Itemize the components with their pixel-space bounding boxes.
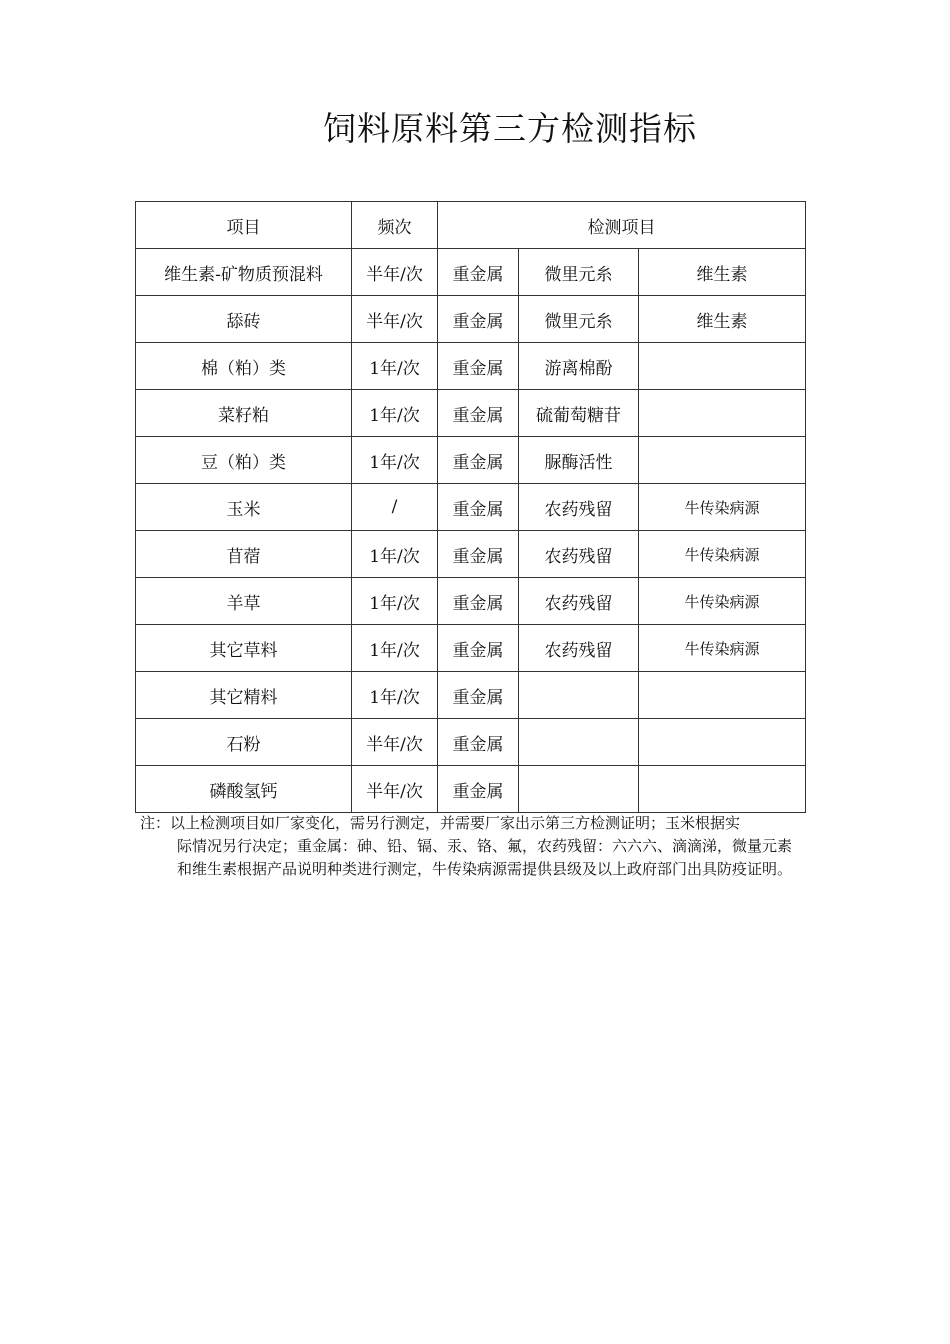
cell-frequency: 1年/次: [352, 437, 438, 484]
table-row: [136, 578, 806, 625]
footnote-line-2: 际情况另行决定；重金属：砷、铅、镉、汞、铬、氟，农药残留：六六六、滴滴涕，微量元素: [177, 837, 793, 855]
cell-test-2: [519, 719, 639, 766]
table-row: [136, 766, 806, 813]
cell-test-1: 重金属: [438, 484, 519, 531]
cell-test-3: 牛传染病源: [639, 484, 806, 531]
cell-test-2: 微里元糸: [519, 249, 639, 296]
cell-test-1: 重金属: [438, 766, 519, 813]
cell-test-3: [639, 719, 806, 766]
table-row: [136, 343, 806, 390]
cell-test-3: [639, 672, 806, 719]
cell-item: 苜蓿: [136, 531, 352, 578]
table-row: [136, 249, 806, 296]
table-row: [136, 484, 806, 531]
cell-test-3: [639, 437, 806, 484]
cell-item: 石粉: [136, 719, 352, 766]
cell-test-3: 维生素: [639, 249, 806, 296]
cell-test-1: 重金属: [438, 625, 519, 672]
cell-test-1: 重金属: [438, 296, 519, 343]
cell-item: 棉（粕）类: [136, 343, 352, 390]
header-frequency: 频次: [352, 202, 438, 249]
cell-frequency: 1年/次: [352, 531, 438, 578]
table-row: [136, 625, 806, 672]
cell-test-1: 重金属: [438, 249, 519, 296]
cell-frequency: 半年/次: [352, 249, 438, 296]
cell-item: 玉米: [136, 484, 352, 531]
footnote: [140, 812, 880, 881]
cell-test-2: 硫葡萄糖苷: [519, 390, 639, 437]
cell-frequency: 1年/次: [352, 578, 438, 625]
cell-test-1: 重金属: [438, 719, 519, 766]
cell-test-1: 重金属: [438, 437, 519, 484]
cell-item: 维生素-矿物质预混料: [136, 249, 352, 296]
inspection-table: [135, 201, 806, 813]
cell-frequency: 1年/次: [352, 672, 438, 719]
cell-test-1: 重金属: [438, 578, 519, 625]
cell-test-2: 脲酶活性: [519, 437, 639, 484]
table-row: [136, 531, 806, 578]
cell-frequency: /: [352, 484, 438, 531]
cell-item: 其它草料: [136, 625, 352, 672]
cell-test-2: 微里元糸: [519, 296, 639, 343]
cell-item: 豆（粕）类: [136, 437, 352, 484]
cell-frequency: 1年/次: [352, 625, 438, 672]
cell-test-3: [639, 390, 806, 437]
cell-item: 羊草: [136, 578, 352, 625]
cell-test-1: 重金属: [438, 390, 519, 437]
cell-test-2: 游离棉酚: [519, 343, 639, 390]
cell-test-2: [519, 672, 639, 719]
table-row: [136, 296, 806, 343]
cell-test-3: [639, 343, 806, 390]
cell-test-2: 农药残留: [519, 625, 639, 672]
cell-frequency: 1年/次: [352, 343, 438, 390]
cell-test-3: 牛传染病源: [639, 578, 806, 625]
table-header-row: [136, 202, 806, 249]
cell-test-2: 农药残留: [519, 531, 639, 578]
page-title: 饲料原料第三方检测指标: [323, 109, 697, 148]
cell-item: 菜籽粕: [136, 390, 352, 437]
header-tests: 检测项目: [438, 202, 806, 249]
table-row: [136, 390, 806, 437]
cell-frequency: 半年/次: [352, 766, 438, 813]
table-row: [136, 437, 806, 484]
cell-frequency: 半年/次: [352, 296, 438, 343]
cell-test-3: 牛传染病源: [639, 531, 806, 578]
cell-test-1: 重金属: [438, 531, 519, 578]
table-row: [136, 672, 806, 719]
footnote-line-1: 注：以上检测项目如厂家变化，需另行测定，并需要厂家出示第三方检测证明；玉米根据实: [140, 814, 741, 832]
cell-item: 磷酸氢钙: [136, 766, 352, 813]
cell-test-3: 维生素: [639, 296, 806, 343]
cell-item: 舔砖: [136, 296, 352, 343]
cell-test-3: [639, 766, 806, 813]
cell-test-2: 农药残留: [519, 578, 639, 625]
cell-item: 其它精料: [136, 672, 352, 719]
header-item: 项目: [136, 202, 352, 249]
footnote-line-3: 和维生素根据产品说明种类进行测定，牛传染病源需提供县级及以上政府部门出具防疫证明。: [177, 860, 793, 878]
cell-frequency: 半年/次: [352, 719, 438, 766]
cell-test-2: 农药残留: [519, 484, 639, 531]
table-row: [136, 719, 806, 766]
cell-test-3: 牛传染病源: [639, 625, 806, 672]
cell-test-1: 重金属: [438, 672, 519, 719]
cell-frequency: 1年/次: [352, 390, 438, 437]
cell-test-1: 重金属: [438, 343, 519, 390]
cell-test-2: [519, 766, 639, 813]
